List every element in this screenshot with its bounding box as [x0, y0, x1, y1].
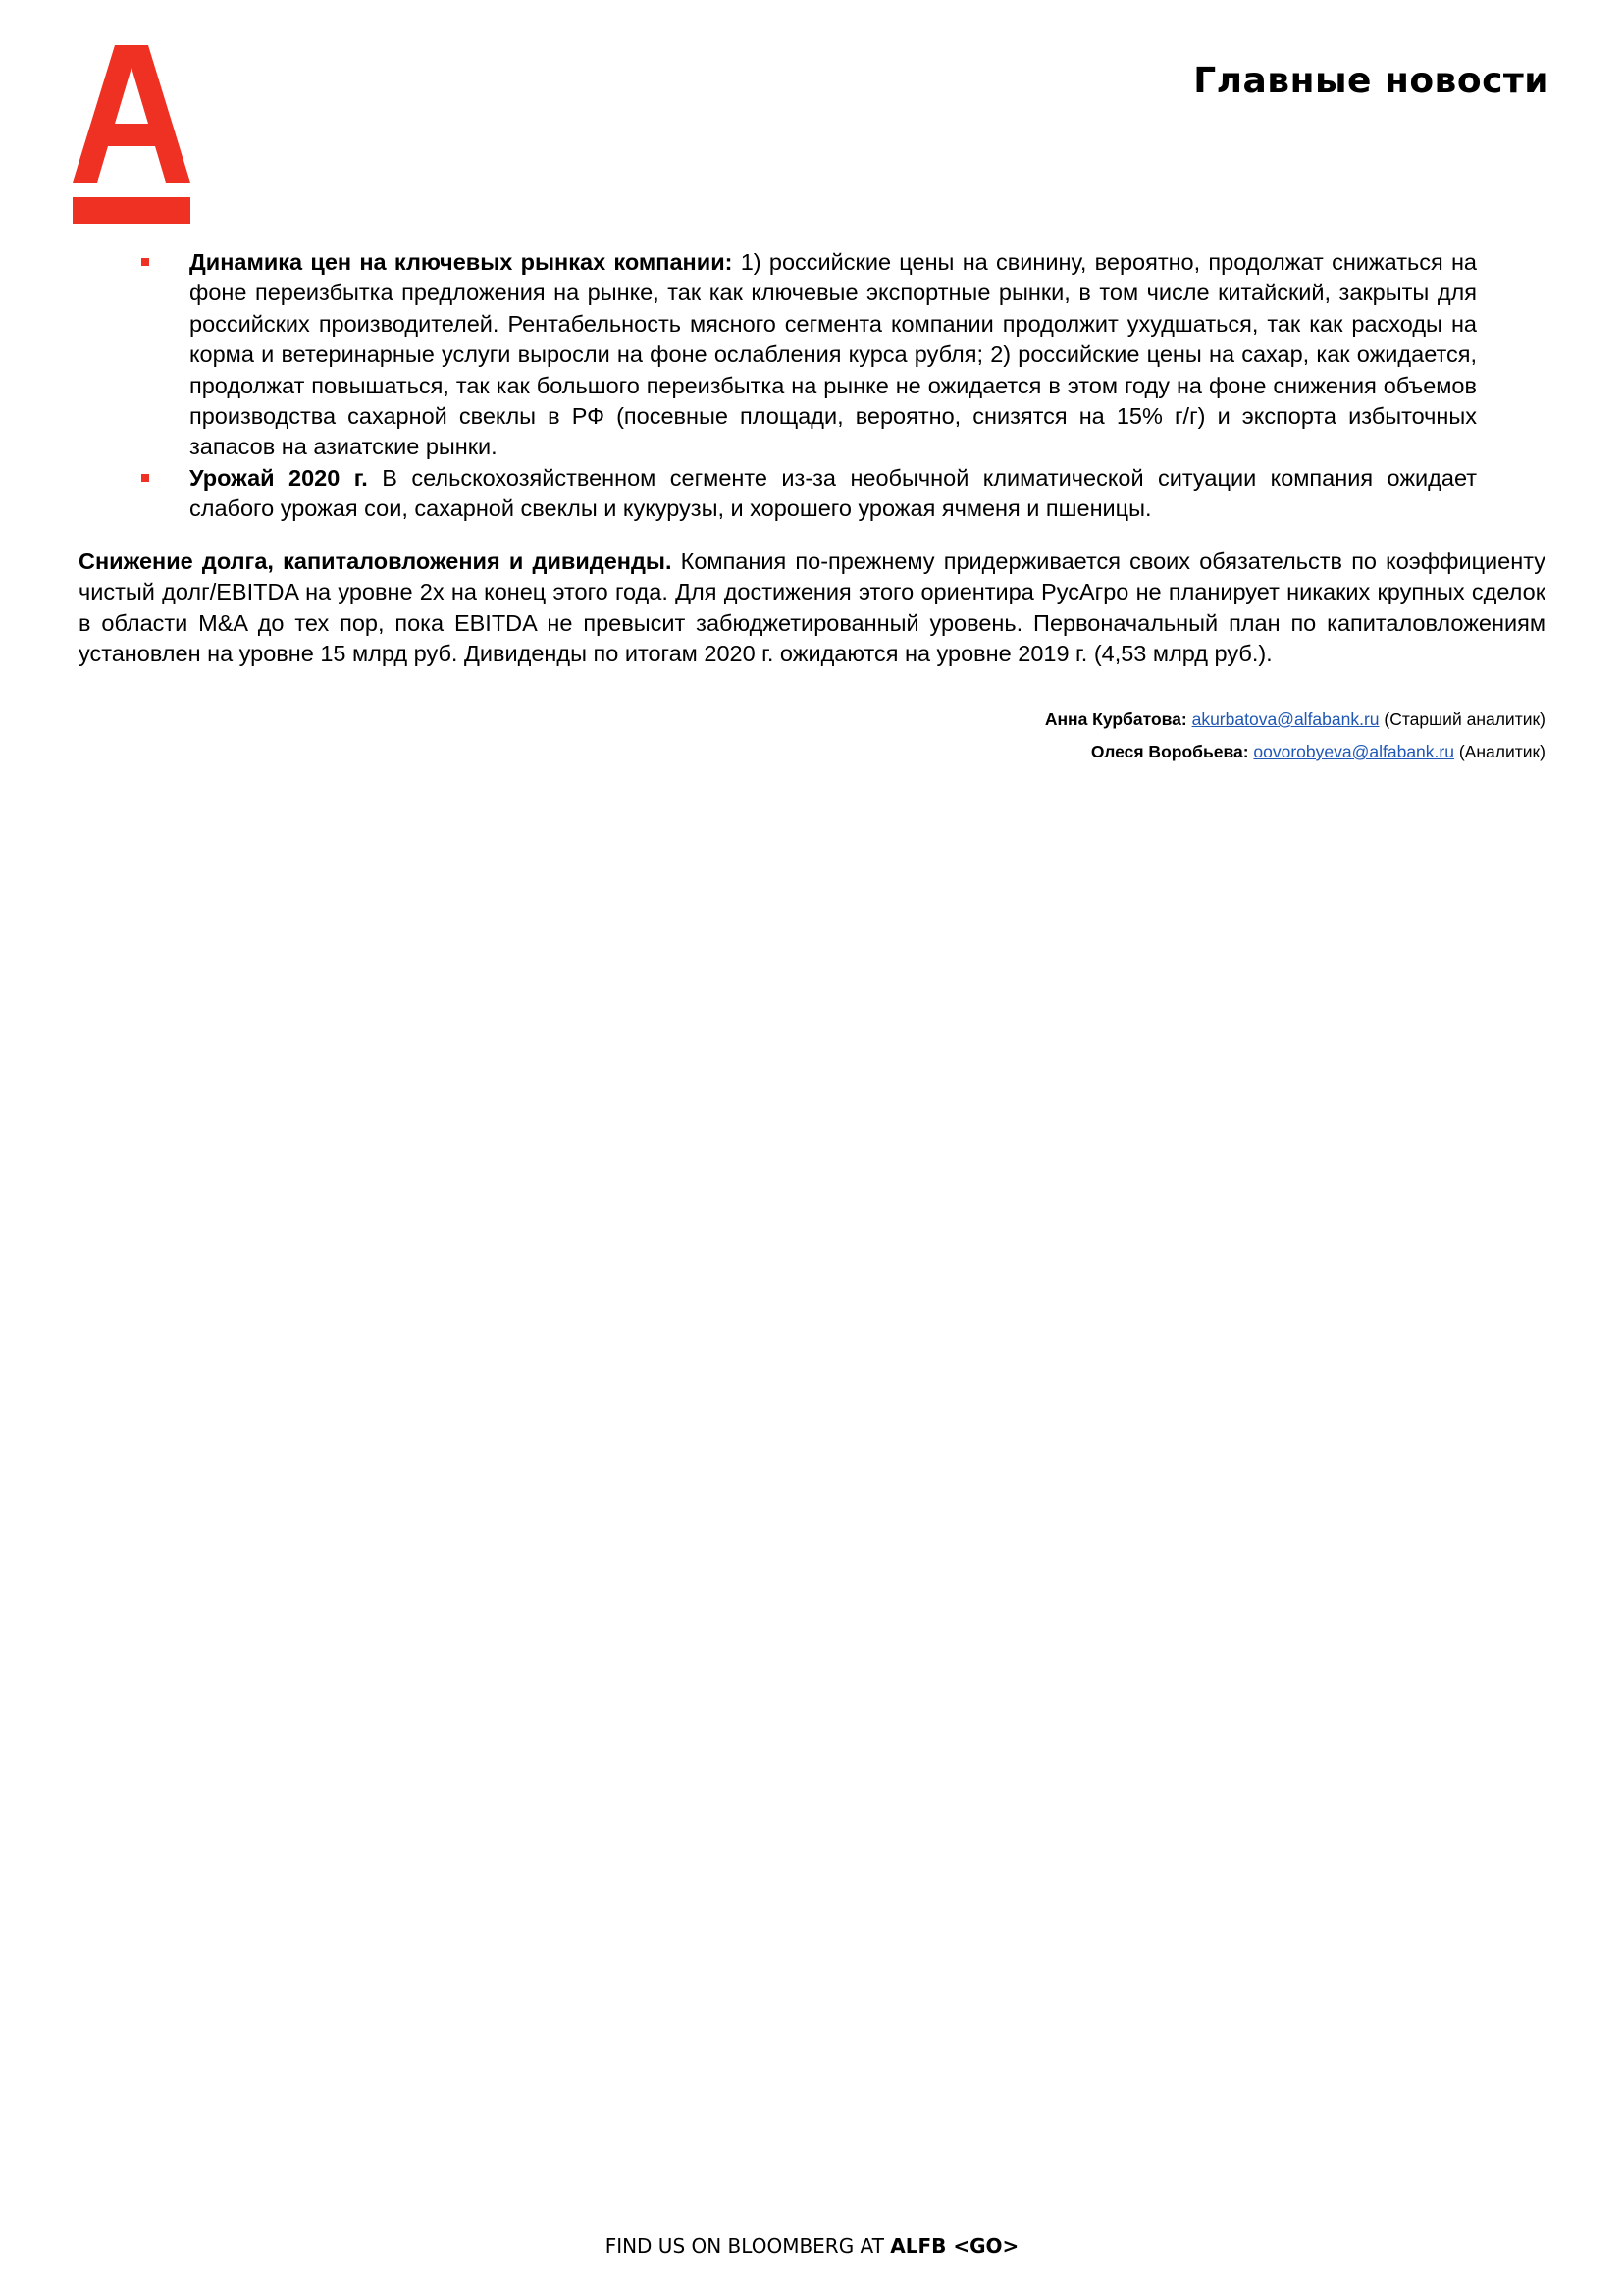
analyst-email-link[interactable]: oovorobyeva@alfabank.ru: [1253, 742, 1454, 761]
bullet-text: 1) российские цены на свинину, вероятно, продолжат снижаться на фоне переизбытка предложения на рынке, так как ключевые экспортные рынки, в том числе китайский, закрыты для российских производителей. Рентабельность мясного сегмента компании продолжит ухудшаться, так как расходы на корма и ветеринарные услуги выросли на фоне ослабления курса рубля; 2) российские цены на сахар, как ожидается, продолжат повышаться, так как большого переизбытка на рынке не ожидается в этом году на фоне снижения объемов производства сахарной свеклы в РФ (посевные площади, вероятно, снизятся на 15% г/г) и экспорта избыточных запасов на азиатские рынки.: [189, 249, 1477, 460]
list-item: [140, 463, 1477, 525]
bullet-heading: Урожай 2020 г.: [189, 464, 368, 491]
analyst-name: Олеся Воробьева:: [1090, 742, 1249, 761]
bullet-square-icon: [141, 258, 149, 266]
logo-underline-bar: [73, 197, 190, 224]
analyst-line: [1045, 704, 1545, 736]
bullet-square-icon: [141, 474, 149, 482]
alfa-bank-logo: [73, 45, 190, 224]
analyst-role: (Аналитик): [1453, 742, 1545, 761]
debt-capex-dividends-paragraph: [79, 547, 1545, 670]
section-text: Компания по-прежнему придерживается своих обязательств по коэффициенту чистый долг/EBITDA на уровне 2x на конец этого года. Для достижения этого ориентира РусАгро не планирует никаких крупных сделок в области M&A до тех пор, пока EBITDA не превысит забюджетированный уровень. Первоначальный план по капиталовложениям установлен на уровне 15 млрд руб. Дивиденды по итогам 2020 г. ожидаются на уровне 2019 г. (4,53 млрд руб.).: [79, 548, 1545, 667]
footer-prefix: FIND US ON BLOOMBERG AT: [604, 2234, 891, 2258]
footer-bloomberg: [0, 2234, 1624, 2258]
analyst-name: Анна Курбатова:: [1044, 709, 1187, 729]
footer-ticker: ALFB <GO>: [890, 2234, 1020, 2258]
analyst-email-link[interactable]: akurbatova@alfabank.ru: [1191, 709, 1380, 729]
bullet-heading: Динамика цен на ключевых рынках компании:: [189, 249, 733, 275]
analyst-credits: [1045, 704, 1545, 768]
page-title: Главные новости: [1193, 61, 1549, 101]
bullet-list: [140, 247, 1477, 525]
analyst-line: [1045, 736, 1545, 768]
section-heading: Снижение долга, капиталовложения и дивиденды.: [79, 548, 672, 574]
bullet-text: В сельскохозяйственном сегменте из-за необычной климатической ситуации компания ожидает слабого урожая сои, сахарной свеклы и кукурузы, и хорошего урожая ячменя и пшеницы.: [189, 464, 1477, 522]
list-item: [140, 247, 1477, 463]
analyst-role: (Старший аналитик): [1379, 709, 1545, 729]
